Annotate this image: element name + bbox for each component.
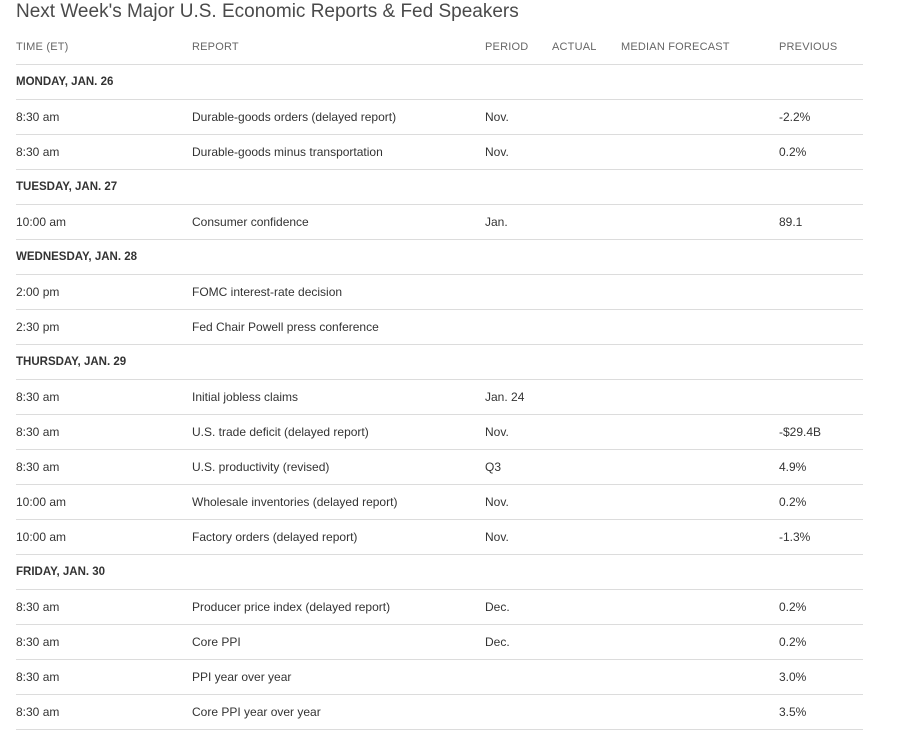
column-header-previous: PREVIOUS <box>779 41 838 53</box>
day-label: TUESDAY, JAN. 27 <box>16 181 118 193</box>
cell-time: 8:30 am <box>16 145 60 159</box>
cell-report: Fed Chair Powell press conference <box>192 320 379 334</box>
table-row <box>16 660 863 695</box>
cell-report: Producer price index (delayed report) <box>192 600 391 614</box>
column-header-time: TIME (ET) <box>16 41 69 53</box>
day-label: WEDNESDAY, JAN. 28 <box>16 251 138 263</box>
cell-previous: 3.5% <box>779 705 807 719</box>
cell-report: Durable-goods minus transportation <box>192 145 383 159</box>
cell-period: Nov. <box>485 530 509 544</box>
table-row <box>16 590 863 625</box>
cell-time: 8:30 am <box>16 425 60 439</box>
cell-previous: -2.2% <box>779 110 811 124</box>
cell-period: Dec. <box>485 635 510 649</box>
cell-previous: 89.1 <box>779 215 803 229</box>
column-header-period: PERIOD <box>485 41 529 53</box>
cell-time: 10:00 am <box>16 530 67 544</box>
cell-time: 8:30 am <box>16 705 60 719</box>
cell-time: 8:30 am <box>16 110 60 124</box>
cell-previous: 0.2% <box>779 635 807 649</box>
cell-time: 8:30 am <box>16 460 60 474</box>
table-row <box>16 695 863 730</box>
table-row <box>16 380 863 415</box>
table-row <box>16 310 863 345</box>
day-label: FRIDAY, JAN. 30 <box>16 566 106 578</box>
day-group-header <box>16 345 863 380</box>
day-label: MONDAY, JAN. 26 <box>16 76 114 88</box>
cell-period: Nov. <box>485 145 509 159</box>
cell-report: Consumer confidence <box>192 215 309 229</box>
column-header-actual: ACTUAL <box>552 41 597 53</box>
cell-time: 8:30 am <box>16 390 60 404</box>
cell-previous: -1.3% <box>779 530 811 544</box>
cell-report: Durable-goods orders (delayed report) <box>192 110 397 124</box>
cell-report: FOMC interest-rate decision <box>192 285 343 299</box>
day-group-header <box>16 555 863 590</box>
table-row <box>16 520 863 555</box>
cell-report: Initial jobless claims <box>192 390 299 404</box>
table-row <box>16 135 863 170</box>
day-group-header <box>16 240 863 275</box>
cell-period: Q3 <box>485 460 502 474</box>
cell-time: 10:00 am <box>16 495 67 509</box>
table-row <box>16 450 863 485</box>
cell-report: Wholesale inventories (delayed report) <box>192 495 398 509</box>
cell-time: 10:00 am <box>16 215 67 229</box>
economic-calendar-table <box>16 30 863 730</box>
table-row <box>16 100 863 135</box>
cell-period: Nov. <box>485 495 509 509</box>
column-header-median-forecast: MEDIAN FORECAST <box>621 41 730 53</box>
cell-previous: 4.9% <box>779 460 807 474</box>
cell-report: Core PPI <box>192 635 241 649</box>
cell-previous: 0.2% <box>779 600 807 614</box>
cell-period: Nov. <box>485 425 509 439</box>
cell-report: U.S. productivity (revised) <box>192 460 330 474</box>
column-header-report: REPORT <box>192 41 239 53</box>
cell-time: 8:30 am <box>16 670 60 684</box>
cell-previous: 0.2% <box>779 145 807 159</box>
table-row <box>16 415 863 450</box>
cell-period: Nov. <box>485 110 509 124</box>
cell-report: Core PPI year over year <box>192 705 321 719</box>
cell-report: U.S. trade deficit (delayed report) <box>192 425 369 439</box>
cell-report: PPI year over year <box>192 670 292 684</box>
table-row <box>16 485 863 520</box>
cell-report: Factory orders (delayed report) <box>192 530 358 544</box>
table-row <box>16 625 863 660</box>
cell-time: 2:30 pm <box>16 320 60 334</box>
cell-period: Jan. 24 <box>485 390 525 404</box>
cell-previous: 3.0% <box>779 670 807 684</box>
table-row <box>16 275 863 310</box>
cell-period: Dec. <box>485 600 510 614</box>
cell-previous: -$29.4B <box>779 425 822 439</box>
cell-time: 2:00 pm <box>16 285 60 299</box>
day-group-header <box>16 170 863 205</box>
cell-time: 8:30 am <box>16 635 60 649</box>
cell-period: Jan. <box>485 215 508 229</box>
day-label: THURSDAY, JAN. 29 <box>16 356 127 368</box>
day-group-header <box>16 65 863 100</box>
table-header-row <box>16 30 863 65</box>
table-row <box>16 205 863 240</box>
page-title: Next Week's Major U.S. Economic Reports & Fed Speakers <box>16 1 519 22</box>
cell-previous: 0.2% <box>779 495 807 509</box>
cell-time: 8:30 am <box>16 600 60 614</box>
